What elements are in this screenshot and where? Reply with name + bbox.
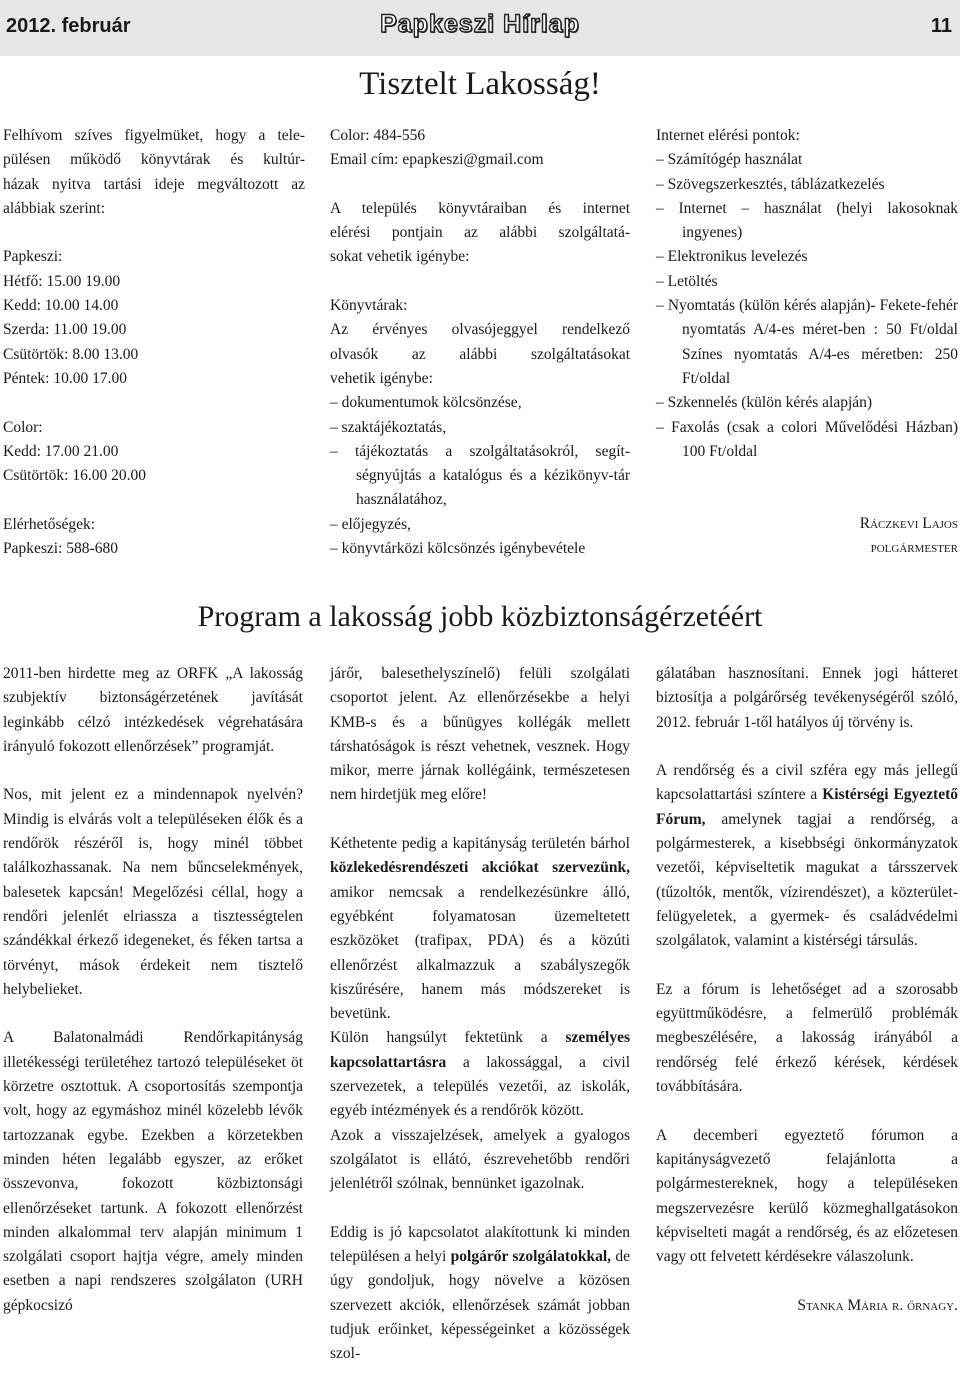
page-header xyxy=(0,0,960,56)
color-heading: Color: xyxy=(3,418,43,436)
article1-column-2 xyxy=(330,124,630,561)
intro-line: pülésen működő könyvtárak és kultúr- xyxy=(3,151,305,169)
contacts-heading: Elérhetőségek: xyxy=(3,515,96,533)
bold-phrase: személyes kapcsolattartásra xyxy=(330,1029,630,1071)
opening-hours-row: Csütörtök: 8.00 13.00 xyxy=(3,345,139,363)
opening-hours-row: Kedd: 10.00 14.00 xyxy=(3,297,119,315)
internet-service-item: – Számítógép használat xyxy=(656,151,803,169)
opening-hours-row: Szerda: 11.00 19.00 xyxy=(3,321,127,339)
libraries-intro-line: olvasók az alábbi szolgáltatásokat xyxy=(330,345,630,363)
issue-date: 2012. február xyxy=(6,15,131,37)
service-item: – dokumentumok kölcsönzése, xyxy=(330,394,522,412)
paragraph: A Balatonalmádi Rendőrkapitányság illetékességi területéhez tartozó településeket öt körzetre osztottuk. A csoportosítás szempontja volt, hogy az egymáshoz minél közelebb lévők tartozzanak egybe. Ezekben a körzetekben minden héten legalább egyszer, az erőket összevonva, fokozott közbiztonsági ellenőrzéseket tartunk. A fokozott ellenőrzést minden alkalommal terv alapján minimum 1 szolgálati csoport hajtja végre, amely minden esetben a napi rendszeres szolgálaton (URH gépkocsizó xyxy=(3,1029,303,1314)
intro-line: A település könyvtáraiban és internet xyxy=(330,199,630,217)
internet-service-item: – Internet – használat (helyi lakosoknak ingyenes) xyxy=(656,199,958,242)
libraries-heading: Könyvtárak: xyxy=(330,297,408,315)
page-number: 11 xyxy=(930,15,952,37)
libraries-intro-line: vehetik igénybe: xyxy=(330,369,433,387)
libraries-intro-line: Az érvényes olvasójeggyel rendelkező xyxy=(330,321,630,339)
article-title: Tisztelt Lakosság! xyxy=(359,66,601,102)
opening-hours-row: Péntek: 10.00 17.00 xyxy=(3,369,127,387)
opening-hours-row: Csütörtök: 16.00 20.00 xyxy=(3,467,146,485)
paragraph: járőr, balesethelyszínelő) felüli szolgálati csoportot jelent. Az ellenőrzésekbe a helyi KMB-s és a bűnügyes kollégák mellett társhatóságok is részt vehetnek, vesznek. Hogy mikor, merre járnak kollégáink, természetesen nem hirdetjük meg előre! xyxy=(330,665,630,804)
paragraph: Kéthetente pedig a kapitányság területén bárhol közlekedésrendészeti akciókat szervezünk, amikor nemcsak a rendelkezésünkre álló, egyébként folyamatosan üzemeltetett eszközöket (trafipax, PDA) és a közúti ellenőrzést alkalmazzuk a szabályszegők kiszűrésére, hanem más módszereket is bevetünk. xyxy=(330,835,630,1023)
intro-line: elérési pontjain az alábbi szolgáltatá- xyxy=(330,224,630,242)
intro-line: sokat vehetik igénybe: xyxy=(330,248,470,266)
internet-service-item: – Elektronikus levelezés xyxy=(656,248,808,266)
internet-service-item: – Faxolás (csak a colori Művelődési Házban) 100 Ft/oldal xyxy=(656,418,958,460)
article2-column-3 xyxy=(656,662,958,1318)
paragraph: Külön hangsúlyt fektetünk a személyes kapcsolattartásra a lakossággal, a civil szervezetek, a település vezetői, az iskolák, egyéb intézmények és a rendőrök között. xyxy=(330,1029,630,1120)
article2-column-1 xyxy=(3,662,303,1318)
internet-service-item: – Szkennelés (külön kérés alapján) xyxy=(656,394,873,412)
paragraph: A decemberi egyeztető fórumon a kapitányságvezető felajánlotta a polgármestereknek, hogy a településeken megszervezésre kerülő közmeghallgatásokon képviselteti magát a rendőrség, és az előzetesen vagy ott felvetett kérdésekre válaszolunk. xyxy=(656,1126,958,1266)
signature-title: polgármester xyxy=(870,539,958,557)
article1-column-1 xyxy=(3,124,305,561)
color-phone: Color: 484-556 xyxy=(330,127,426,144)
service-item: – tájékoztatás a szolgáltatásokról, segít-ségnyújtás a katalógus és a kézikönyv-tár használatához, xyxy=(330,442,630,509)
opening-hours-row: Kedd: 17.00 21.00 xyxy=(3,442,119,460)
email-address: Email cím: epapkeszi@gmail.com xyxy=(330,151,544,169)
article2-column-2 xyxy=(330,662,630,1367)
intro-line: házak nyitva tartási ideje megváltozott az xyxy=(3,175,305,193)
paragraph: Azok a visszajelzések, amelyek a gyalogos szolgálatot is ellátó, észrevehetőbb rendőri jelenlétről szólnak, bennünket igazolnak. xyxy=(330,1126,630,1193)
article-title: Program a lakosság jobb közbiztonságérzetéért xyxy=(197,600,763,633)
bold-phrase: Kistérségi Egyeztető Fórum, xyxy=(656,786,959,828)
paragraph: Nos, mit jelent ez a mindennapok nyelvén? Mindig is elvárás volt a településeken élők és a rendőrök részéről is, hogy minél többet találkozhassanak. Na nem bűncselekmények, balesetek kapcsán! Megelőzési céllal, hogy a rendőri jelenlét elriassza a tisztességtelen szándékkal érkező idegeneket, és féken tartsa a törvényt, mások érdekeit nem tisztelő helybelieket. xyxy=(3,786,303,998)
bold-phrase: közlekedésrendészeti akciókat szervezünk, xyxy=(330,859,630,877)
paragraph: Eddig is jó kapcsolatot alakítottunk ki minden településen a helyi polgárőr szolgálatokkal, de úgy gondoljuk, hogy növelve a közösen szervezett akciók, ellenőrzések számát jobban tudjuk erőinket, képességeinket a közösségek szol- xyxy=(330,1223,631,1363)
service-item: – könyvtárközi kölcsönzés igénybevétele xyxy=(330,540,586,558)
paragraph: gálatában hasznosítani. Ennek jogi hátteret biztosítja a polgárőrség tevékenységéről szóló, 2012. február 1-től hatályos új törvény is. xyxy=(656,665,958,731)
signature-name: Ráczkevi Lajos xyxy=(859,515,958,533)
service-item: – előjegyzés, xyxy=(330,515,411,533)
papkeszi-phone: Papkeszi: 588-680 xyxy=(3,540,118,558)
signature: Stanka Mária r. őrnagy. xyxy=(797,1296,958,1314)
papkeszi-heading: Papkeszi: xyxy=(3,248,63,266)
paragraph: A rendőrség és a civil szféra egy más jellegű kapcsolattartási színtere a Kistérségi Egyeztető Fórum, amelynek tagjai a rendőrség, a polgármesterek, a kisebbségi önkormányzatok vezetői, képviseltetik magukat a társszervek (tűzoltók, mentők, vízirendészet), a közterület-felügyeletek, a gyermek- és családvédelmi szolgálatok, valamint a kistérségi társulás. xyxy=(656,762,959,950)
opening-hours-row: Hétfő: 15.00 19.00 xyxy=(3,272,121,290)
bold-phrase: polgárőr szolgálatokkal, xyxy=(450,1248,612,1266)
internet-service-item: – Nyomtatás (külön kérés alapján)- Fekete-fehér nyomtatás A/4-es méret-ben : 50 Ft/oldal Színes nyomtatás A/4-es méretben: 250 Ft/oldal xyxy=(656,297,958,387)
article1-column-3 xyxy=(656,124,958,561)
service-item: – szaktájékoztatás, xyxy=(330,418,447,436)
intro-line: Felhívom szíves figyelmüket, hogy a tele- xyxy=(3,127,305,144)
internet-service-item: – Letöltés xyxy=(656,272,718,290)
paragraph: Ez a fórum is lehetőséget ad a szorosabb együttműködésre, a felmerülő problémák megbeszélésére, a lakosság irányából a rendőrség felé érkező kérések, kérdések továbbítására. xyxy=(656,980,958,1096)
masthead-title: Papkeszi Hírlap xyxy=(380,10,580,38)
internet-service-item: – Szövegszerkesztés, táblázatkezelés xyxy=(656,175,885,193)
paragraph: 2011-ben hirdette meg az ORFK „A lakosság szubjektív biztonságérzetének javítását leginkább célzó intézkedések végrehatására irányuló fokozott ellenőrzések” programját. xyxy=(3,665,303,755)
intro-line: alábbiak szerint: xyxy=(3,199,105,217)
internet-heading: Internet elérési pontok: xyxy=(656,127,800,144)
